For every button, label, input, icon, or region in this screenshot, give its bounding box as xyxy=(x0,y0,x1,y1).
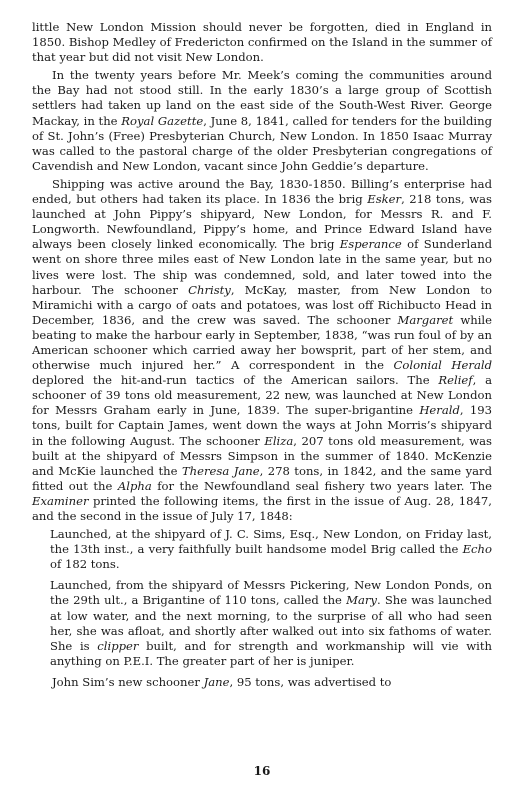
italic-title: clipper xyxy=(97,638,139,653)
italic-title: Christy xyxy=(188,282,231,297)
italic-title: Colonial Herald xyxy=(393,358,492,373)
text-run: printed the following items, the first in the issue of Aug. 28, 1847, and the second in the issue of July 17, 1848: xyxy=(32,493,492,523)
body-text xyxy=(32,20,492,690)
italic-title: Theresa Jane xyxy=(181,463,260,478)
italic-title: Mary xyxy=(346,593,377,608)
text-run: deplored the hit-and-run tactics of the American sailors. The xyxy=(32,373,439,388)
text-run: Launched, from the shipyard of Messrs Pickering, New London Ponds, on the 29th ult., a Brigantine of 110 tons, called the xyxy=(50,578,492,608)
paragraph-jane xyxy=(32,675,492,690)
italic-title: Eliza xyxy=(264,433,294,448)
quote-echo-launch xyxy=(50,527,492,572)
text-run: , 193 tons, built for Captain James, went down the ways at John Morris’s shipyard in the following August. The schooner xyxy=(32,403,493,448)
italic-title: Herald xyxy=(419,403,460,418)
text-run: Launched, at the shipyard of J. C. Sims, Esq., New London, on Friday last, the 13th inst., a very faithfully built handsome model Brig called the xyxy=(50,527,492,557)
italic-title: Examiner xyxy=(32,493,89,508)
paragraph-shipping xyxy=(32,177,492,524)
text-run: of Sunderland went on shore three miles east of New London late in the same year, but no lives were lost. The ship was condemned, sold, and later towed into the harbour. The schooner xyxy=(32,237,492,297)
text-run: , June 8, 1841, called for tenders for the building of St. John’s (Free) Presbyterian Church, New London. In 1850 Isaac Murray was called to the pastoral charge of the older Presbyterian congregations of Cavendish and New London, vacant since John Geddie’s departure. xyxy=(32,113,492,173)
text-run: , 207 tons old measurement, was built at the shipyard of Messrs Simpson in the summer of 1840. McKenzie and McKie launched the xyxy=(32,433,492,478)
text-run: of 182 tons. xyxy=(50,557,120,572)
paragraph-settlers xyxy=(32,68,492,174)
italic-title: Alpha xyxy=(117,478,152,493)
text-run: little New London Mission should never be forgotten, died in England in 1850. Bishop Medley of Fredericton confirmed on the Island in the summer of that year but did not visit New London. xyxy=(32,20,492,65)
text-run: John Sim’s new schooner xyxy=(52,674,204,689)
text-run: , a schooner of 39 tons old measurement, 22 new, was launched at New London for Messrs Graham early in June, 1839. The super-brigantine xyxy=(32,373,492,418)
italic-title: Echo xyxy=(462,542,492,557)
italic-title: Jane xyxy=(203,674,230,689)
italic-title: Relief xyxy=(438,373,473,388)
text-run: . She was launched at low water, and the next morning, to the surprise of all who had seen her, she was afloat, and shortly after walked out into six fathoms of water. She is xyxy=(50,593,492,653)
italic-title: Margaret xyxy=(397,312,454,327)
paragraph-continuation xyxy=(32,20,492,65)
italic-title: Esperance xyxy=(339,237,402,252)
text-run: while beating to make the harbour early in September, 1838, “was run foul of by an American schooner which carried away her bowsprit, part of her stem, and otherwise much injured her.” A correspondent in the xyxy=(32,312,492,373)
text-run: , 95 tons, was advertised to xyxy=(229,674,392,689)
text-run: , 218 tons, was launched at John Pippy’s shipyard, New London, for Messrs R. and F. Longworth. Newfoundland, Pippy’s home, and Prince Edward Island have always been closely linked economically. The brig xyxy=(32,192,492,252)
text-run: Shipping was active around the Bay, 1830-1850. Billing’s enterprise had ended, but others had taken its place. In 1836 the brig xyxy=(32,176,492,207)
text-run: , 278 tons, in 1842, and the same yard fitted out the xyxy=(32,463,492,493)
text-run: In the twenty years before Mr. Meek’s coming the communities around the Bay had not stood still. In the early 1830’s a large group of Scottish settlers had taken up land on the east side of the South-West River. George Mackay, in the xyxy=(32,68,492,128)
italic-title: Royal Gazette xyxy=(121,113,204,128)
quote-mary-launch xyxy=(50,578,492,669)
text-run: , McKay, master, from New London to Miramichi with a cargo of oats and potatoes, was lost off Richibucto Head in December, 1836, and the crew was saved. The schooner xyxy=(32,282,492,327)
page-number: 16 xyxy=(253,764,271,778)
text-run: built, and for strength and workmanship will vie with anything on P.E.I. The greater part of her is juniper. xyxy=(50,638,492,668)
text-run: for the Newfoundland seal fishery two years later. The xyxy=(151,478,493,493)
italic-title: Esker xyxy=(367,192,402,207)
